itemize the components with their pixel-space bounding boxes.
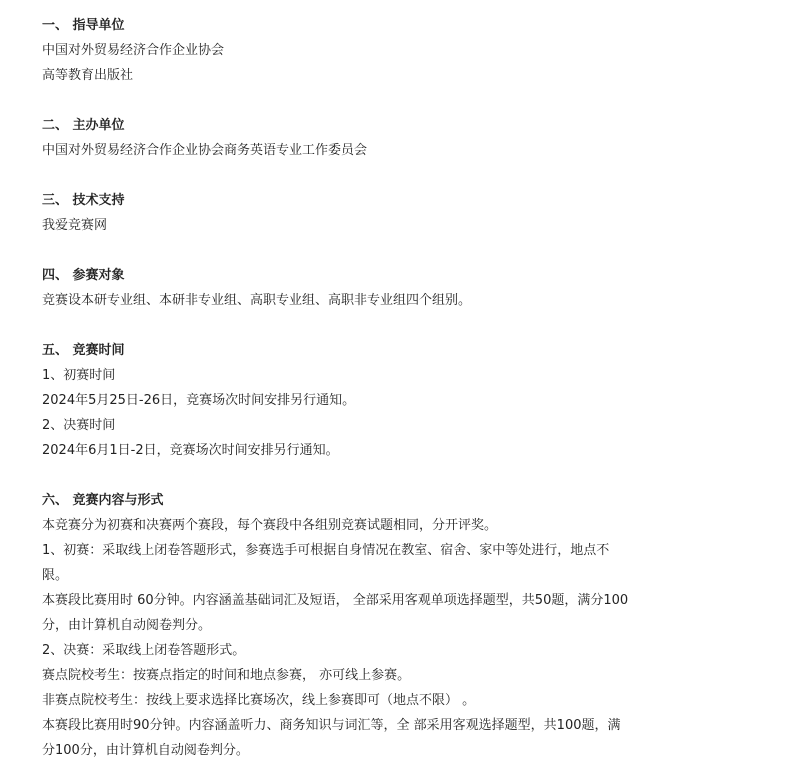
section-heading: 六、 竞赛内容与形式 bbox=[42, 493, 164, 508]
paragraph-line: 本赛段比赛用时 60分钟。内容涵盖基础词汇及短语， 全部采用客观单项选择题型，共50题，满分100 bbox=[42, 593, 629, 608]
paragraph-line: 2024年6月1日-2日，竞赛场次时间安排另行通知。 bbox=[42, 443, 339, 458]
paragraph-line: 限。 bbox=[42, 568, 69, 583]
section-heading: 三、 技术支持 bbox=[42, 193, 125, 208]
paragraph-line: 中国对外贸易经济合作企业协会商务英语专业工作委员会 bbox=[42, 143, 368, 158]
paragraph-line: 高等教育出版社 bbox=[42, 68, 134, 83]
section-heading: 五、 竞赛时间 bbox=[42, 343, 125, 358]
section-tech-support bbox=[42, 188, 682, 238]
paragraph-line: 2、决赛时间 bbox=[42, 418, 116, 433]
paragraph-line: 2024年5月25日-26日，竞赛场次时间安排另行通知。 bbox=[42, 393, 356, 408]
section-heading: 二、 主办单位 bbox=[42, 118, 125, 133]
section-gap bbox=[42, 463, 682, 488]
section-gap bbox=[42, 238, 682, 263]
section-participants bbox=[42, 263, 682, 313]
section-schedule bbox=[42, 338, 682, 463]
section-guidance bbox=[42, 13, 682, 88]
paragraph-line: 中国对外贸易经济合作企业协会 bbox=[42, 43, 225, 58]
section-content-format bbox=[42, 488, 682, 763]
section-organizer bbox=[42, 113, 682, 163]
paragraph-line: 本竞赛分为初赛和决赛两个赛段，每个赛段中各组别竞赛试题相同，分开评奖。 bbox=[42, 518, 498, 533]
paragraph-line: 我爱竞赛网 bbox=[42, 218, 108, 233]
paragraph-line: 分100分，由计算机自动阅卷判分。 bbox=[42, 743, 249, 758]
paragraph-line: 本赛段比赛用时90分钟。内容涵盖听力、商务知识与词汇等，全 部采用客观选择题型，共100题，满 bbox=[42, 718, 621, 733]
paragraph-line: 1、初赛：采取线上闭卷答题形式，参赛选手可根据自身情况在教室、宿舍、家中等处进行，地点不 bbox=[42, 543, 610, 558]
section-heading: 一、 指导单位 bbox=[42, 18, 125, 33]
paragraph-line: 2、决赛：采取线上闭卷答题形式。 bbox=[42, 643, 246, 658]
section-gap bbox=[42, 88, 682, 113]
paragraph-line: 非赛点院校考生：按线上要求选择比赛场次，线上参赛即可（地点不限） 。 bbox=[42, 693, 476, 708]
section-gap bbox=[42, 163, 682, 188]
paragraph-line: 1、初赛时间 bbox=[42, 368, 116, 383]
paragraph-line: 赛点院校考生：按赛点指定的时间和地点参赛， 亦可线上参赛。 bbox=[42, 668, 411, 683]
paragraph-line: 分，由计算机自动阅卷判分。 bbox=[42, 618, 212, 633]
section-gap bbox=[42, 313, 682, 338]
paragraph-line: 竞赛设本研专业组、本研非专业组、高职专业组、高职非专业组四个组别。 bbox=[42, 293, 472, 308]
section-heading: 四、 参赛对象 bbox=[42, 268, 125, 283]
